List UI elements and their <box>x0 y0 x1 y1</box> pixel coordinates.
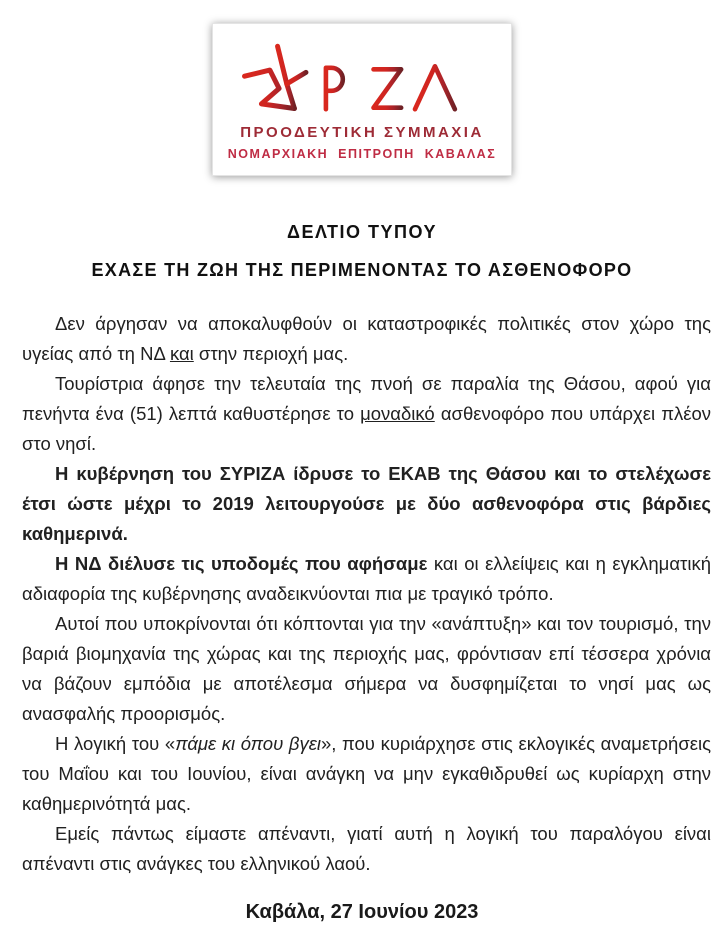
text-run: Η λογική του « <box>55 733 176 754</box>
text-run: μοναδικό <box>360 403 435 424</box>
body-paragraph <box>22 819 711 879</box>
text-run: ασθενοφόρο που υπάρχει πλέον στο νησί. <box>22 403 712 454</box>
text-run: Δεν άργησαν να αποκαλυφθούν οι καταστροφικές πολιτικές στον χώρο της υγείας από τη ΝΔ <box>22 313 711 364</box>
syriza-star-icon <box>245 46 306 108</box>
press-release-body <box>0 309 724 879</box>
text-run: Εμείς πάντως είμαστε απέναντι, γιατί αυτή η λογική του παραλόγου είναι απέναντι στις ανάγκες του ελληνικού λαού. <box>22 823 711 874</box>
syriza-logo-card <box>212 23 512 176</box>
text-run: Η κυβέρνηση του ΣΥΡΙΖΑ ίδρυσε το ΕΚΑΒ της Θάσου και το στελέχωσε έτσι ώστε μέχρι το 2019 λειτουργούσε με δύο ασθενοφόρα στις βάρδιες καθημερινά. <box>22 463 711 544</box>
text-run: », που κυριάρχησε στις εκλογικές αναμετρήσεις του Μαΐου και του Ιουνίου, είναι ανάγκη να μην εγκαθιδρυθεί ως κυρίαρχη στην καθημερινότητά μας. <box>22 733 712 814</box>
press-release-title: ΕΧΑΣΕ ΤΗ ΖΩΗ ΤΗΣ ΠΕΡΙΜΕΝΟΝΤΑΣ ΤΟ ΑΣΘΕΝΟΦΟΡΟ <box>91 260 633 280</box>
dateline: Καβάλα, 27 Ιουνίου 2023 <box>245 901 479 923</box>
body-paragraph <box>22 729 711 819</box>
text-run: Η ΝΔ διέλυσε τις υποδομές που αφήσαμε <box>55 553 428 574</box>
syriza-wordmark <box>326 66 455 109</box>
body-paragraph <box>22 309 711 369</box>
press-release-kicker: ΔΕΛΤΙΟ ΤΥΠΟΥ <box>287 222 437 242</box>
text-run: στην περιοχή μας. <box>193 343 349 364</box>
body-paragraph <box>22 549 711 609</box>
body-paragraph <box>22 609 711 729</box>
text-run: Αυτοί που υποκρίνονται ότι κόπτονται για την «ανάπτυξη» και τον τουρισμό, την βαριά βιομηχανία της χώρας και της περιοχής μας, φρόντισαν επί τέσσερα χρόνια να βάζουν εμπόδια με αποτέλεσμα σήμερα να δυσφημίζεται το νησί μας ως ανασφαλής προορισμός. <box>22 613 711 724</box>
logo-committee: ΝΟΜΑΡΧΙΑΚΗ ΕΠΙΤΡΟΠΗ ΚΑΒΑΛΑΣ <box>227 147 497 161</box>
body-paragraph <box>22 459 711 549</box>
text-run: και <box>169 343 194 364</box>
syriza-logo <box>243 36 481 118</box>
press-release-page <box>0 23 724 929</box>
logo-tagline: ΠΡΟΟΔΕΥΤΙΚΗ ΣΥΜΜΑΧΙΑ <box>240 124 484 141</box>
text-run: και οι ελλείψεις και η εγκληματική αδιαφορία της κυβέρνησης αναδεικνύονται πια με τραγικό τρόπο. <box>22 553 711 604</box>
body-paragraph <box>22 369 711 459</box>
text-run: πάμε κι όπου βγει <box>175 733 321 754</box>
text-run: Τουρίστρια άφησε την τελευταία της πνοή σε παραλία της Θάσου, αφού για πενήντα ένα (51) λεπτά καθυστέρησε το <box>22 373 711 424</box>
